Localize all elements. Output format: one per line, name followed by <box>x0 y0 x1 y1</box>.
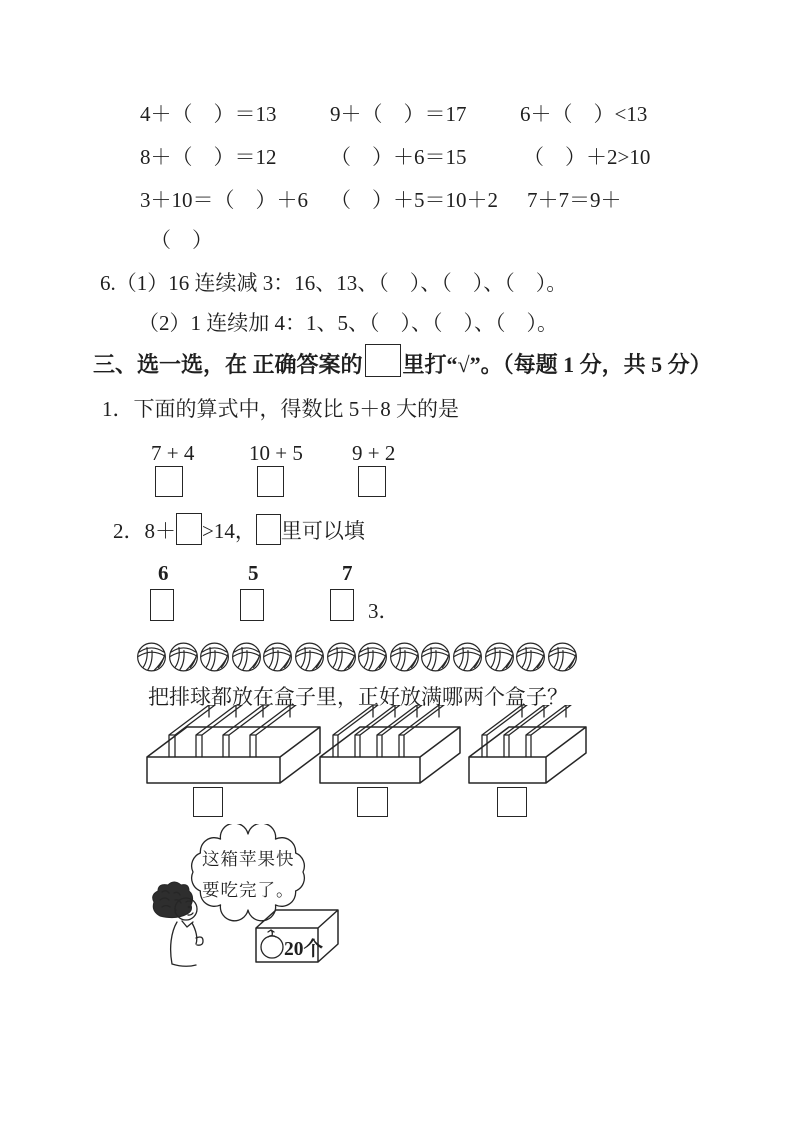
q1-option-checkbox[interactable] <box>257 466 284 497</box>
volleyball-icon <box>168 640 199 674</box>
volleyball-icon <box>484 640 515 674</box>
volleyball-icon <box>262 640 293 674</box>
apple-box-count-label: 20个 <box>284 939 324 960</box>
volleyball-icon <box>357 640 388 674</box>
volleyball-icon <box>326 640 357 674</box>
q2-option-checkbox[interactable] <box>240 589 264 621</box>
volleyball-icon <box>231 640 262 674</box>
volleyball-icon <box>515 640 546 674</box>
ball-box-checkbox[interactable] <box>193 787 223 817</box>
q3-number-label: 3． <box>368 599 400 623</box>
q2-answer-box[interactable] <box>176 513 202 545</box>
section-three-heading <box>93 344 712 379</box>
equation-blank: 8＋（ ）＝12 <box>140 145 277 169</box>
q1-option-label: 9 + 2 <box>352 441 396 465</box>
heading-text-post: 里打“√”。（每题 1 分，共 5 分） <box>402 352 712 377</box>
equation-blank: 7＋7＝9＋ <box>527 188 622 212</box>
q1-option-checkbox[interactable] <box>155 466 183 497</box>
equation-blank: 4＋（ ）＝13 <box>140 102 277 126</box>
ball-box-drawing-1 <box>144 705 330 785</box>
volleyball-icon <box>389 640 420 674</box>
ball-box-drawing-3 <box>466 705 592 785</box>
heading-text-pre: 三、选一选，在 正确答案的 <box>93 352 363 377</box>
q2-text-post: 里可以填 <box>280 519 365 543</box>
equation-blank: （ ） <box>150 228 213 252</box>
equation-blank: （ ）＋5＝10＋2 <box>330 188 498 212</box>
volleyball-icon <box>420 640 451 674</box>
bubble-text-line1: 这箱苹果快 <box>202 849 295 869</box>
boy-figure-icon <box>146 880 222 968</box>
q6-sub2: （2）1 连续加 4：1、5、（ ）、（ ）、（ ）。 <box>138 311 558 335</box>
q1-option-label: 7 + 4 <box>151 441 195 465</box>
q2-answer-box[interactable] <box>256 514 281 545</box>
q1-option-checkbox[interactable] <box>358 466 386 497</box>
q2-text-pre: 2．8＋ <box>113 519 176 543</box>
ball-box-checkbox[interactable] <box>497 787 527 817</box>
q2-option-checkbox[interactable] <box>150 589 174 621</box>
q1-text: 1．下面的算式中，得数比 5＋8 大的是 <box>102 397 459 421</box>
volleyball-icon <box>199 640 230 674</box>
bubble-text-line2: 要吃完了。 <box>202 880 295 900</box>
heading-answer-box[interactable] <box>365 344 401 377</box>
apple-icon <box>261 930 283 958</box>
q3-prompt: 把排球都放在盒子里，正好放满哪两个盒子？ <box>148 685 568 709</box>
q2-option-checkbox[interactable] <box>330 589 354 621</box>
equation-blank: （ ）＋2>10 <box>523 145 651 169</box>
q1-option-label: 10 + 5 <box>249 441 303 465</box>
equation-blank: 9＋（ ）＝17 <box>330 102 467 126</box>
volleyball-row <box>136 640 578 674</box>
volleyball-icon <box>452 640 483 674</box>
q6-sub1: 6.（1）16 连续减 3：16、13、（ ）、（ ）、（ ）。 <box>100 271 568 295</box>
volleyball-icon <box>547 640 578 674</box>
equation-blank: （ ）＋6＝15 <box>330 145 467 169</box>
q2-text-mid: >14， <box>202 519 256 543</box>
q2-line <box>113 513 365 545</box>
equation-blank: 6＋（ ）<13 <box>520 102 648 126</box>
equation-blank: 3＋10＝（ ）＋6 <box>140 188 308 212</box>
q2-option-number: 7 <box>342 561 353 585</box>
q2-option-number: 6 <box>158 561 169 585</box>
volleyball-icon <box>294 640 325 674</box>
volleyball-icon <box>136 640 167 674</box>
q2-option-number: 5 <box>248 561 259 585</box>
ball-box-drawing-2 <box>317 705 467 785</box>
ball-box-checkbox[interactable] <box>357 787 388 817</box>
